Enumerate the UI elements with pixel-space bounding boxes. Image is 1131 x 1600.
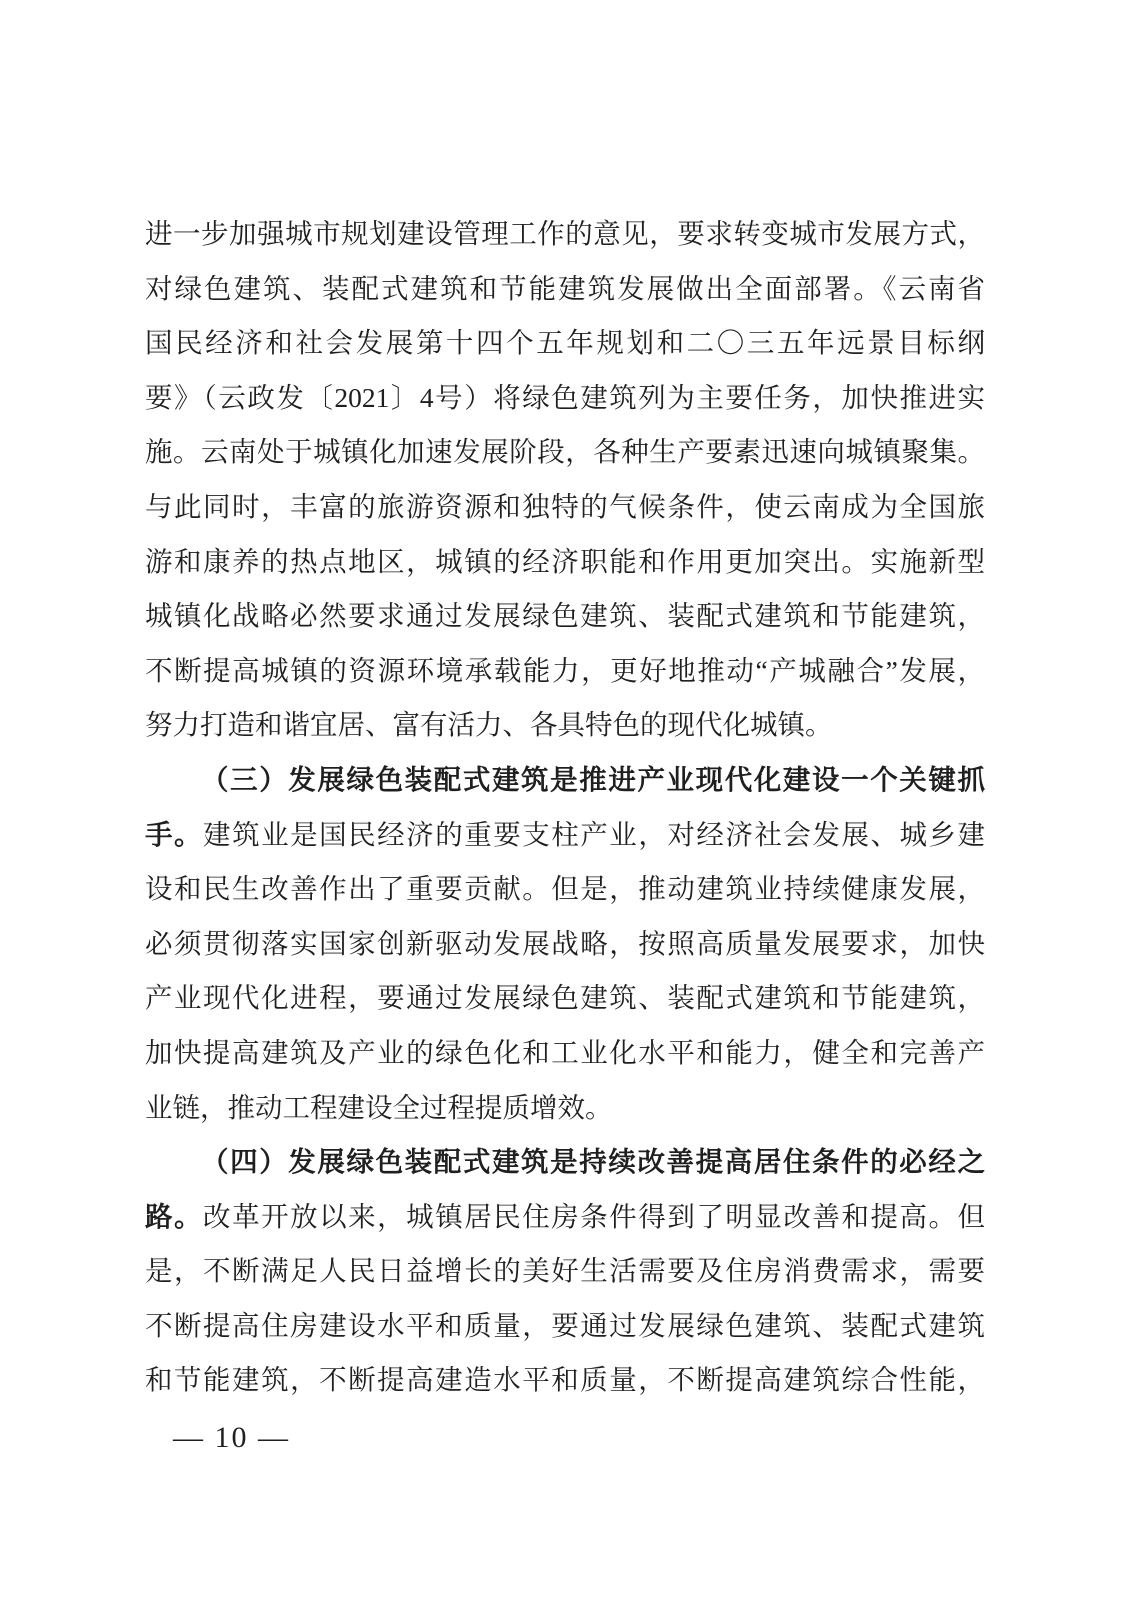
document-line bbox=[145, 917, 985, 972]
line-text-segment: 改革开放以来，城镇居民住房条件得到了明显改善和提高。但 bbox=[203, 1200, 985, 1232]
heading-bold-segment: （三）发展绿色装配式建筑是推进产业现代化建设一个关键抓 bbox=[201, 763, 985, 795]
document-line-paragraph-end bbox=[145, 698, 985, 753]
document-line bbox=[145, 1299, 985, 1354]
section-heading-line-4 bbox=[145, 1135, 985, 1190]
heading-bold-segment: 手。 bbox=[145, 818, 204, 850]
document-line bbox=[145, 371, 985, 426]
document-line bbox=[145, 589, 985, 644]
document-line bbox=[145, 262, 985, 317]
document-text-block bbox=[145, 207, 985, 1408]
line-text-segment: 业链，推动工程建设全过程提质增效。 bbox=[145, 1091, 613, 1123]
line-text-segment: 加快提高建筑及产业的绿色化和工业化水平和能力，健全和完善产 bbox=[145, 1036, 985, 1068]
line-text-segment: 国民经济和社会发展第十四个五年规划和二〇三五年远景目标纲 bbox=[145, 327, 985, 359]
line-text-segment: 必须贯彻落实国家创新驱动发展战略，按照高质量发展要求，加快 bbox=[145, 927, 985, 959]
document-line-paragraph-end bbox=[145, 1081, 985, 1136]
document-line bbox=[145, 316, 985, 371]
line-text-segment: 游和康养的热点地区，城镇的经济职能和作用更加突出。实施新型 bbox=[145, 545, 985, 577]
line-text-segment: 城镇化战略必然要求通过发展绿色建筑、装配式建筑和节能建筑， bbox=[145, 600, 985, 632]
line-text-segment: 设和民生改善作出了重要贡献。但是，推动建筑业持续健康发展， bbox=[145, 873, 985, 905]
document-line bbox=[145, 1026, 985, 1081]
heading-bold-segment: （四）发展绿色装配式建筑是持续改善提高居住条件的必经之 bbox=[201, 1146, 985, 1178]
line-text-segment: 产业现代化进程，要通过发展绿色建筑、装配式建筑和节能建筑， bbox=[145, 982, 985, 1014]
document-line bbox=[145, 971, 985, 1026]
section-heading-line-3 bbox=[145, 753, 985, 808]
document-line bbox=[145, 862, 985, 917]
document-line bbox=[145, 1244, 985, 1299]
document-line bbox=[145, 535, 985, 590]
line-text-segment: 不断提高住房建设水平和质量，要通过发展绿色建筑、装配式建筑 bbox=[145, 1309, 985, 1341]
document-line bbox=[145, 425, 985, 480]
line-text-segment: 是，不断满足人民日益增长的美好生活需要及住房消费需求，需要 bbox=[145, 1255, 985, 1287]
document-line bbox=[145, 1190, 985, 1245]
line-text-segment: 和节能建筑，不断提高建造水平和质量，不断提高建筑综合性能， bbox=[145, 1364, 985, 1396]
line-text-segment: 对绿色建筑、装配式建筑和节能建筑发展做出全面部署。《云南省 bbox=[145, 272, 985, 304]
document-line bbox=[145, 480, 985, 535]
line-text-segment: 不断提高城镇的资源环境承载能力，更好地推动“产城融合”发展， bbox=[145, 654, 985, 686]
line-text-segment: 努力打造和谐宜居、富有活力、各具特色的现代化城镇。 bbox=[145, 709, 833, 741]
line-text-segment: 进一步加强城市规划建设管理工作的意见，要求转变城市发展方式， bbox=[145, 218, 985, 249]
line-text-segment: 要》（云政发〔2021〕4号）将绿色建筑列为主要任务，加快推进实 bbox=[145, 381, 985, 413]
line-text-segment: 建筑业是国民经济的重要支柱产业，对经济社会发展、城乡建 bbox=[203, 818, 985, 850]
heading-bold-segment: 路。 bbox=[145, 1200, 204, 1232]
document-line bbox=[145, 808, 985, 863]
line-text-segment: 与此同时，丰富的旅游资源和独特的气候条件，使云南成为全国旅 bbox=[145, 490, 985, 522]
document-line bbox=[145, 1353, 985, 1408]
page-number: — 10 — bbox=[173, 1421, 290, 1454]
document-line bbox=[145, 644, 985, 699]
line-text-segment: 施。云南处于城镇化加速发展阶段，各种生产要素迅速向城镇聚集。 bbox=[145, 436, 985, 468]
document-line bbox=[145, 207, 985, 262]
